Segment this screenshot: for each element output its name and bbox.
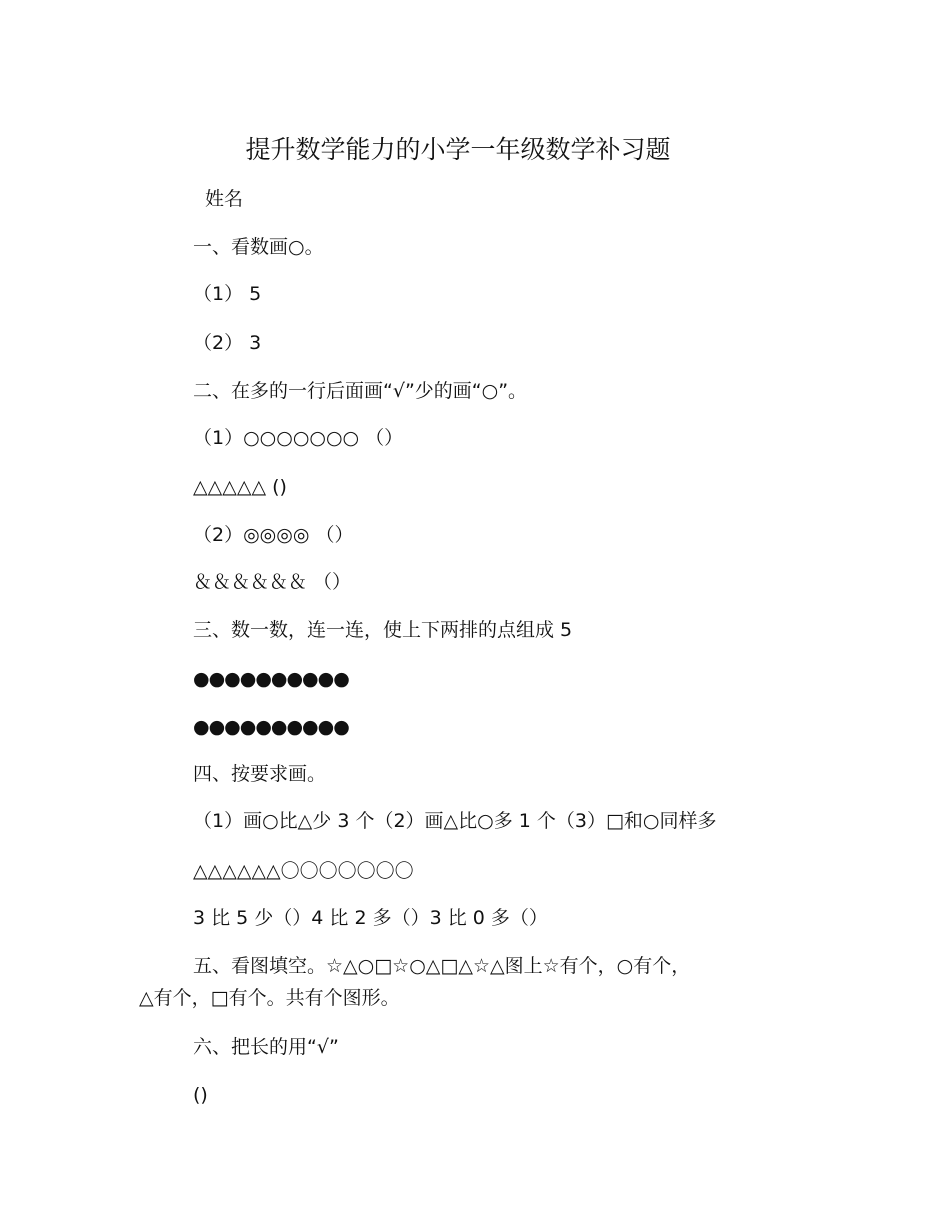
section-2-heading: 二、在多的一行后面画“√”少的画“○”。	[193, 380, 528, 402]
section-2-question-1-row-b: △△△△△ ()	[193, 476, 287, 498]
section-3-heading: 三、数一数，连一连，使上下两排的点组成 5	[193, 619, 573, 641]
section-1-question-2: （2） 3	[193, 332, 262, 354]
section-3-dots-row-2: ●●●●●●●●●●	[193, 716, 349, 738]
section-5-line-1: 五、看图填空。☆△○□☆○△□△☆△图上☆有个，○有个，	[193, 955, 691, 977]
section-6-heading: 六、把长的用“√”	[193, 1036, 339, 1058]
section-6-blank: ()	[193, 1084, 208, 1106]
section-2-question-1-row-a: （1）○○○○○○○ （）	[193, 427, 404, 449]
section-4-shapes: △△△△△△〇〇〇〇〇〇〇	[193, 860, 414, 882]
section-3-dots-row-1: ●●●●●●●●●●	[193, 668, 349, 690]
section-5-line-2: △有个，□有个。共有个图形。	[139, 987, 400, 1009]
page-title: 提升数学能力的小学一年级数学补习题	[245, 135, 671, 164]
section-4-questions: （1）画○比△少 3 个（2）画△比○多 1 个（3）□和○同样多	[193, 810, 717, 832]
section-2-question-2-row-a: （2）◎◎◎◎ （）	[193, 524, 354, 546]
section-4-compare: 3 比 5 少（）4 比 2 多（）3 比 0 多（）	[193, 907, 548, 929]
section-1-question-1: （1） 5	[193, 283, 262, 305]
name-label: 姓名	[205, 188, 244, 210]
section-4-heading: 四、按要求画。	[193, 763, 327, 785]
section-2-question-2-row-b: ＆＆＆＆＆＆ （）	[193, 571, 352, 593]
section-1-heading: 一、看数画○。	[193, 236, 324, 258]
